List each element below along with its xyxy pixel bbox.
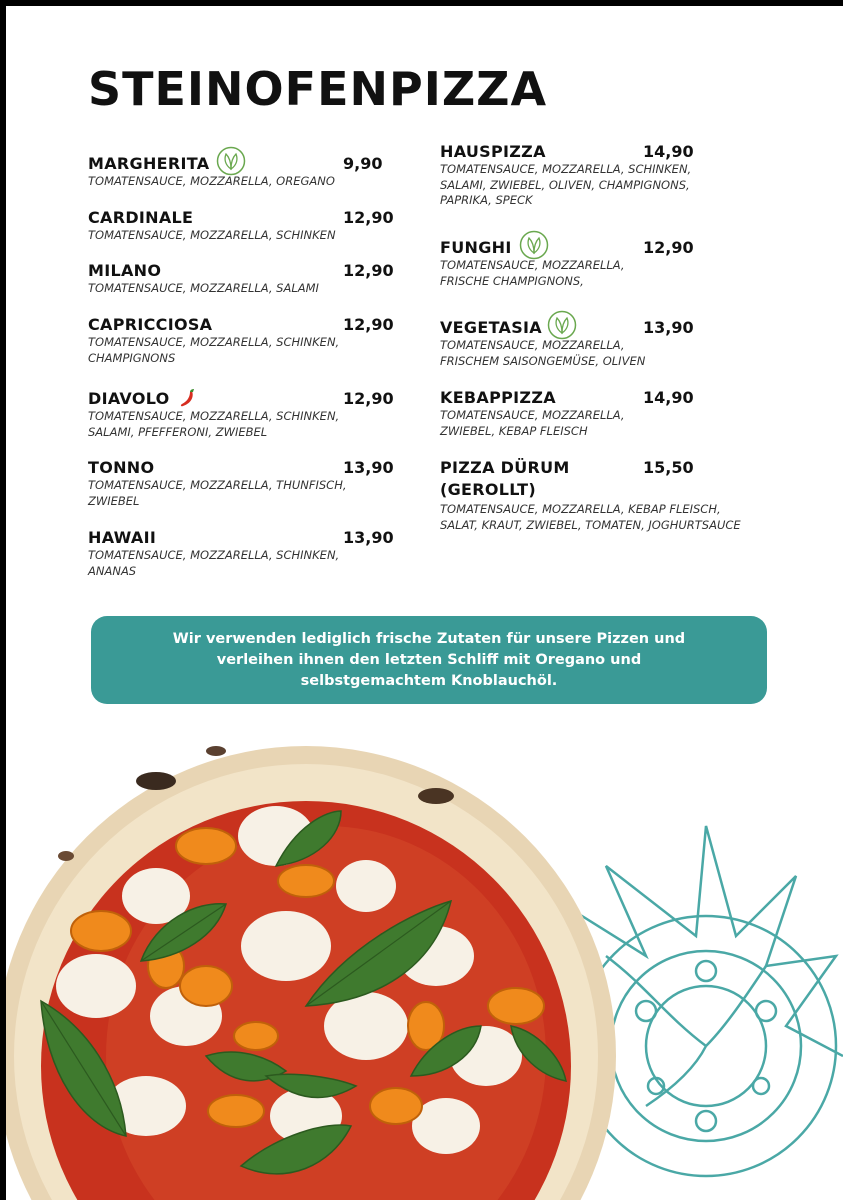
item-description: TOMATENSAUCE, MOZZARELLA, OREGANO bbox=[88, 174, 335, 188]
chili-icon bbox=[176, 387, 198, 409]
menu-item bbox=[88, 152, 398, 188]
item-description: TOMATENSAUCE, MOZZARELLA, SCHINKEN, CHAMPIGNONS bbox=[88, 335, 340, 365]
item-price: 9,90 bbox=[343, 154, 383, 173]
item-description: TOMATENSAUCE, MOZZARELLA, SCHINKEN bbox=[88, 228, 336, 242]
item-price: 14,90 bbox=[643, 388, 694, 407]
menu-item bbox=[88, 206, 398, 242]
item-description: TOMATENSAUCE, MOZZARELLA, KEBAP FLEISCH, SALAT, KRAUT, ZWIEBEL, TOMATEN, JOGHURTSAUCE bbox=[440, 502, 741, 532]
item-name: PIZZA DÜRUM bbox=[440, 458, 570, 477]
item-description: TOMATENSAUCE, MOZZARELLA, SCHINKEN, ANANAS bbox=[88, 548, 340, 578]
pizza-photo bbox=[6, 726, 843, 1200]
menu-item bbox=[440, 140, 760, 207]
item-name: MILANO bbox=[88, 261, 162, 280]
item-name: VEGETASIA bbox=[440, 318, 542, 337]
item-name: CARDINALE bbox=[88, 208, 194, 227]
item-price: 14,90 bbox=[643, 142, 694, 161]
item-name: DIAVOLO bbox=[88, 389, 170, 408]
item-name: TONNO bbox=[88, 458, 155, 477]
item-name: CAPRICCIOSA bbox=[88, 315, 213, 334]
item-description: TOMATENSAUCE, MOZZARELLA, SCHINKEN, SALAMI, ZWIEBEL, OLIVEN, CHAMPIGNONS, PAPRIKA, SPECK bbox=[440, 162, 692, 207]
item-description: TOMATENSAUCE, MOZZARELLA, THUNFISCH, ZWIEBEL bbox=[88, 478, 347, 508]
item-name: HAWAII bbox=[88, 528, 157, 547]
menu-item bbox=[88, 259, 398, 295]
item-price: 12,90 bbox=[343, 315, 394, 334]
item-price: 13,90 bbox=[343, 528, 394, 547]
vegetarian-icon bbox=[519, 230, 549, 260]
item-price: 13,90 bbox=[643, 318, 694, 337]
menu-item bbox=[440, 316, 760, 368]
item-name: KEBAPPIZZA bbox=[440, 388, 556, 407]
menu-page bbox=[6, 6, 843, 1200]
item-name: FUNGHI bbox=[440, 238, 512, 257]
item-description: TOMATENSAUCE, MOZZARELLA, FRISCHE CHAMPIGNONS, bbox=[440, 258, 625, 288]
item-name-line2: (GEROLLT) bbox=[440, 480, 536, 499]
item-description: TOMATENSAUCE, MOZZARELLA, SALAMI bbox=[88, 281, 319, 295]
vegetarian-icon bbox=[216, 146, 246, 176]
info-banner bbox=[91, 616, 767, 704]
item-price: 12,90 bbox=[343, 261, 394, 280]
menu-item bbox=[440, 456, 760, 532]
menu-item bbox=[88, 387, 398, 439]
item-name: HAUSPIZZA bbox=[440, 142, 546, 161]
page-title: STEINOFENPIZZA bbox=[88, 62, 548, 116]
item-price: 12,90 bbox=[343, 208, 394, 227]
item-name: MARGHERITA bbox=[88, 154, 210, 173]
item-price: 12,90 bbox=[643, 238, 694, 257]
menu-item bbox=[440, 236, 760, 288]
vegetarian-icon bbox=[547, 310, 577, 340]
item-price: 12,90 bbox=[343, 389, 394, 408]
banner-text: Wir verwenden lediglich frische Zutaten für unsere Pizzen und verleihen ihnen den letzten Schliff mit Oregano und selbstgemachtem Knoblauchöl. bbox=[172, 630, 686, 689]
menu-item bbox=[88, 456, 398, 508]
menu-item bbox=[88, 313, 398, 365]
menu-item bbox=[88, 526, 398, 578]
item-description: TOMATENSAUCE, MOZZARELLA, ZWIEBEL, KEBAP FLEISCH bbox=[440, 408, 625, 438]
item-description: TOMATENSAUCE, MOZZARELLA, SCHINKEN, SALAMI, PFEFFERONI, ZWIEBEL bbox=[88, 409, 340, 439]
item-price: 13,90 bbox=[343, 458, 394, 477]
item-price: 15,50 bbox=[643, 458, 694, 477]
menu-item bbox=[440, 386, 760, 438]
item-description: TOMATENSAUCE, MOZZARELLA, FRISCHEM SAISONGEMÜSE, OLIVEN bbox=[440, 338, 646, 368]
